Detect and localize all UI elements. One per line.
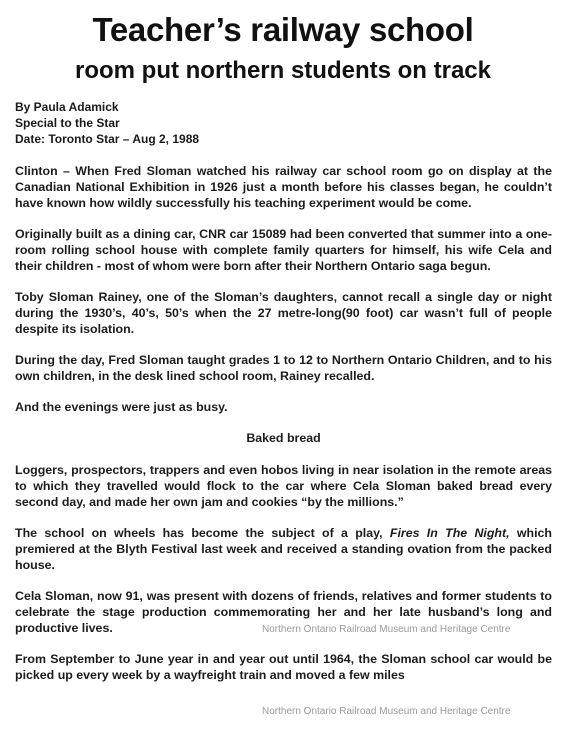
paragraph: From September to June year in and year out until 1964, the Sloman school car would be picked up every week by a wayfreight train and moved a few miles <box>15 652 552 682</box>
headline: Teacher’s railway school <box>92 11 474 48</box>
byline-credit: Special to the Star <box>15 116 120 130</box>
paragraph-text: The school on wheels has become the subject of a play, <box>15 526 390 540</box>
paragraph: Loggers, prospectors, trappers and even hobos living in near isolation in the remote areas to which they travelled would flock to the car where Cela Sloman baked bread every second day, and made her own jam and cookies “by the millions.” <box>15 463 552 509</box>
paragraph: Originally built as a dining car, CNR car 15089 had been converted that summer into a one-room rolling school house with complete family quarters for himself, his wife Cela and their children - most of whom were born after their Northern Ontario saga begun. <box>15 227 552 273</box>
museum-watermark: Northern Ontario Railroad Museum and Heritage Centre <box>262 706 511 717</box>
subheadline: room put northern students on track <box>74 57 491 84</box>
paragraph-text: which premiered at the Blyth Festival last week and received a standing ovation from the packed house. <box>15 526 552 572</box>
paragraph: During the day, Fred Sloman taught grades 1 to 12 to Northern Ontario Children, and to his own children, in the desk lined school room, Rainey recalled. <box>15 353 552 383</box>
section-subhead: Baked bread <box>246 431 321 445</box>
paragraph: Clinton – When Fred Sloman watched his railway car school room go on display at the Canadian National Exhibition in 1926 just a month before his classes began, he couldn’t have known how wildly successfully his teaching experiment would be come. <box>15 164 552 210</box>
paragraph <box>15 525 552 573</box>
paragraph: And the evenings were just as busy. <box>15 400 228 414</box>
paragraph: Cela Sloman, now 91, was present with dozens of friends, relatives and former students to celebrate the stage production commemorating her and her late husband’s long and productive lives. <box>15 589 552 635</box>
byline-author: By Paula Adamick <box>15 100 119 114</box>
byline-date: Date: Toronto Star – Aug 2, 1988 <box>15 132 200 146</box>
play-title: Fires In The Night, <box>389 526 510 540</box>
museum-watermark: Northern Ontario Railroad Museum and Heritage Centre <box>262 624 511 635</box>
byline <box>15 99 415 147</box>
paragraph: Toby Sloman Rainey, one of the Sloman’s daughters, cannot recall a single day or night during the 1930’s, 40’s, 50’s when the 27 metre-long(90 foot) car wasn’t full of people despite its isolation. <box>15 290 552 336</box>
article-body <box>15 163 552 698</box>
